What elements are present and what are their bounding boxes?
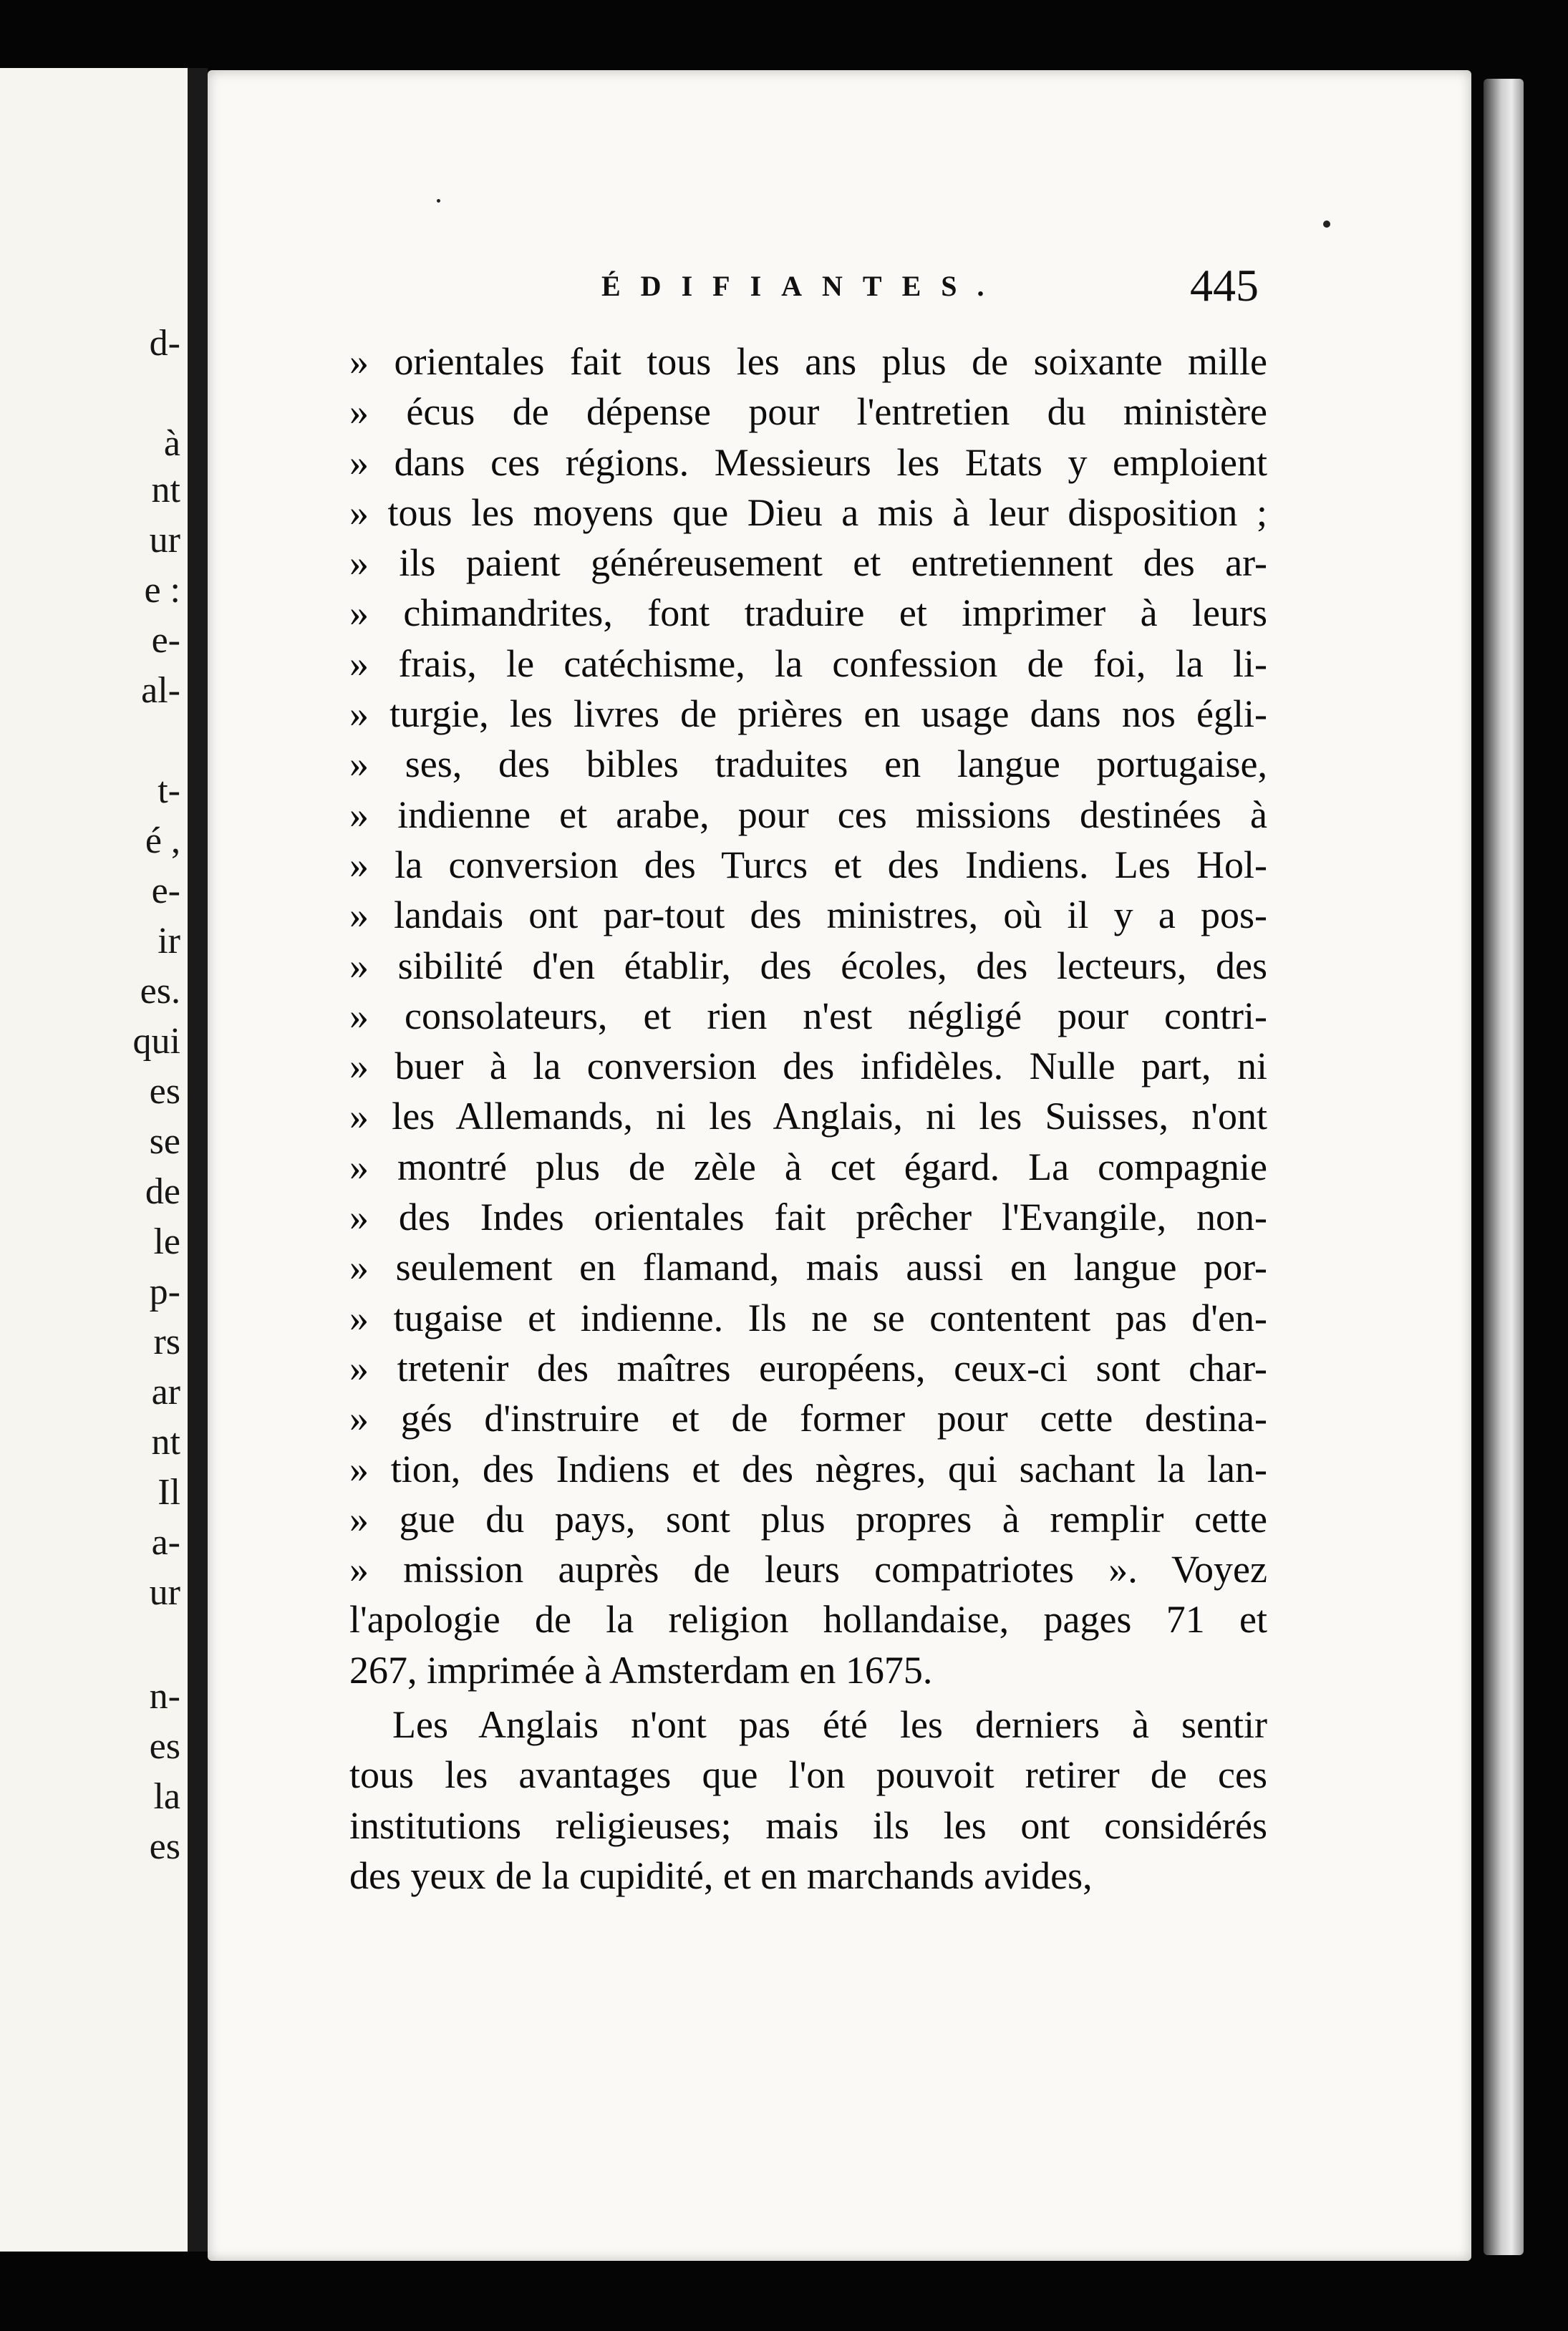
facing-line: es <box>149 1071 180 1112</box>
facing-line: t- <box>158 770 180 811</box>
text-line: institutions religieuses; mais ils les ont considérés <box>349 1803 1267 1847</box>
facing-line: rs <box>153 1322 180 1362</box>
text-line: » gue du pays, sont plus propres à remplir cette <box>349 1497 1267 1541</box>
text-line: » les Allemands, ni les Anglais, ni les Suisses, n'ont <box>349 1095 1267 1138</box>
facing-line: é , <box>145 820 180 861</box>
text-line: » ses, des bibles traduites en langue portugaise, <box>349 742 1267 786</box>
facing-line: à <box>163 423 180 464</box>
text-line: » dans ces régions. Messieurs les Etats y emploient <box>349 440 1267 484</box>
facing-line: la <box>153 1776 180 1817</box>
text-line: des yeux de la cupidité, et en marchands avides, <box>349 1853 1093 1897</box>
facing-line: n- <box>149 1676 180 1717</box>
facing-line: ir <box>158 921 180 961</box>
text-line: » landais ont par-tout des ministres, où il y a pos- <box>349 893 1267 937</box>
paper-speck <box>1323 220 1330 228</box>
facing-line: de <box>145 1171 180 1212</box>
book-gutter <box>188 68 208 2252</box>
page-edge <box>1484 79 1524 2255</box>
facing-line: es <box>149 1826 180 1867</box>
facing-line: p- <box>149 1271 180 1312</box>
facing-line: nt <box>151 1422 180 1463</box>
text-line: » ils paient généreusement et entretiennent des ar- <box>349 541 1267 585</box>
facing-line: d- <box>149 323 180 364</box>
facing-line: ur <box>149 520 180 561</box>
facing-line: se <box>149 1121 180 1162</box>
facing-line: al- <box>141 670 180 711</box>
text-line: tous les avantages que l'on pouvoit retirer de ces <box>349 1753 1267 1797</box>
text-line: Les Anglais n'ont pas été les derniers à sentir <box>392 1703 1267 1747</box>
facing-line: le <box>153 1221 180 1262</box>
facing-line: e : <box>144 570 180 611</box>
text-line: » chimandrites, font traduire et imprimer à leurs <box>349 591 1267 635</box>
facing-line: ur <box>149 1572 180 1613</box>
facing-line: e- <box>151 871 180 911</box>
text-line: 267, imprimée à Amsterdam en 1675. <box>349 1648 933 1692</box>
text-line: » sibilité d'en établir, des écoles, des lecteurs, des <box>349 944 1267 987</box>
facing-line: e- <box>151 620 180 661</box>
facing-line: nt <box>151 470 180 510</box>
text-line: » montré plus de zèle à cet égard. La compagnie <box>349 1145 1267 1188</box>
text-line: l'apologie de la religion hollandaise, pages 71 et <box>349 1598 1267 1642</box>
text-line: » buer à la conversion des infidèles. Nulle part, ni <box>349 1045 1267 1088</box>
page-number: 445 <box>1190 260 1259 311</box>
text-line: » écus de dépense pour l'entretien du ministère <box>349 390 1267 434</box>
text-line: » gés d'instruire et de former pour cette destina- <box>349 1397 1267 1440</box>
facing-line: qui <box>132 1021 180 1062</box>
paper-speck <box>437 199 440 203</box>
text-line: » frais, le catéchisme, la confession de foi, la li- <box>349 641 1267 685</box>
paragraph-quotation <box>349 336 1267 1695</box>
text-line: » tugaise et indienne. Ils ne se contentent pas d'en- <box>349 1296 1267 1339</box>
body-text <box>349 336 1267 1901</box>
text-line: » des Indes orientales fait prêcher l'Evangile, non- <box>349 1196 1267 1239</box>
text-line: » la conversion des Turcs et des Indiens. Les Hol- <box>349 843 1267 886</box>
facing-line: es <box>149 1726 180 1767</box>
text-line: » indienne et arabe, pour ces missions destinées à <box>349 793 1267 836</box>
facing-page-fragment <box>0 68 188 2252</box>
text-line: » tion, des Indiens et des nègres, qui sachant la lan- <box>349 1447 1267 1491</box>
text-line: » tous les moyens que Dieu a mis à leur disposition ; <box>349 490 1267 534</box>
text-line: » tretenir des maîtres européens, ceux-ci sont char- <box>349 1346 1267 1390</box>
text-line: » seulement en flamand, mais aussi en langue por- <box>349 1246 1267 1289</box>
facing-line: es. <box>140 971 180 1012</box>
text-line: » consolateurs, et rien n'est négligé pour contri- <box>349 994 1267 1037</box>
facing-line: Il <box>158 1472 180 1513</box>
facing-line: a- <box>151 1522 180 1563</box>
text-line: » turgie, les livres de prières en usage dans nos égli- <box>349 692 1267 736</box>
text-line: » mission auprès de leurs compatriotes ». Voyez <box>349 1548 1267 1591</box>
text-line: » orientales fait tous les ans plus de soixante mille <box>349 340 1267 383</box>
facing-line: ar <box>151 1372 180 1412</box>
running-head: ÉDIFIANTES. <box>601 270 1005 302</box>
paragraph-anglais <box>349 1700 1267 1901</box>
